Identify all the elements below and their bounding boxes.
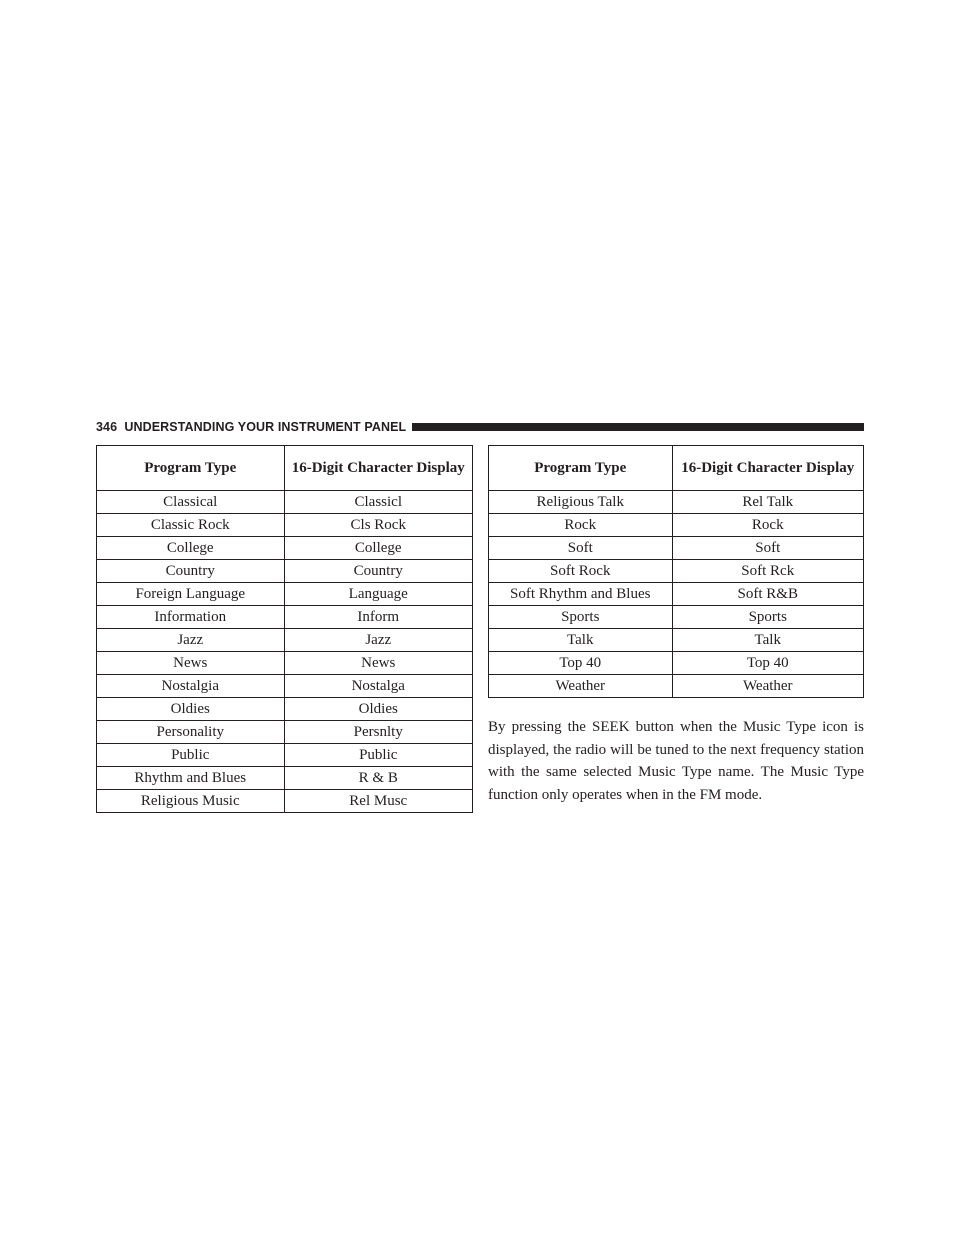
program-type-cell: Classical [97, 491, 285, 514]
table-row [97, 583, 473, 606]
program-type-cell: Foreign Language [97, 583, 285, 606]
display-text-cell: Cls Rock [284, 514, 473, 537]
table-row [489, 606, 864, 629]
display-text-cell: Nostalga [284, 675, 473, 698]
table-row [489, 491, 864, 514]
seek-description-paragraph: By pressing the SEEK button when the Music Type icon is displayed, the radio will be tuned to the next frequency station with the same selected Music Type name. The Music Type function only operates when in the FM mode. [488, 719, 864, 803]
display-text-cell: Persnlty [284, 721, 473, 744]
table-row [97, 767, 473, 790]
program-type-cell: Talk [489, 629, 673, 652]
display-text-cell: News [284, 652, 473, 675]
table-row [489, 675, 864, 698]
program-type-cell: Personality [97, 721, 285, 744]
page-header [96, 418, 864, 436]
display-text-cell: Top 40 [672, 652, 864, 675]
program-type-cell: Soft Rock [489, 560, 673, 583]
program-type-cell: Information [97, 606, 285, 629]
column-header-display: 16-Digit Character Display [284, 446, 473, 491]
program-type-cell: Nostalgia [97, 675, 285, 698]
table-row [97, 698, 473, 721]
table-row [97, 721, 473, 744]
column-header-program-type: Program Type [97, 446, 285, 491]
table-row [489, 652, 864, 675]
display-text-cell: Rel Musc [284, 790, 473, 813]
section-title: UNDERSTANDING YOUR INSTRUMENT PANEL [124, 420, 407, 434]
display-text-cell: Jazz [284, 629, 473, 652]
program-type-cell: Soft [489, 537, 673, 560]
program-type-cell: Weather [489, 675, 673, 698]
display-text-cell: College [284, 537, 473, 560]
program-type-cell: Classic Rock [97, 514, 285, 537]
table-row [97, 652, 473, 675]
display-text-cell: Public [284, 744, 473, 767]
table-row [97, 744, 473, 767]
program-type-table-left [96, 445, 473, 813]
table-row [97, 537, 473, 560]
display-text-cell: Weather [672, 675, 864, 698]
table-row [97, 675, 473, 698]
program-type-table-right [488, 445, 864, 698]
display-text-cell: Rock [672, 514, 864, 537]
page-header-text [96, 420, 406, 434]
column-header-display: 16-Digit Character Display [672, 446, 864, 491]
table-row [97, 629, 473, 652]
program-type-cell: News [97, 652, 285, 675]
program-type-cell: Soft Rhythm and Blues [489, 583, 673, 606]
program-type-cell: Public [97, 744, 285, 767]
display-text-cell: Sports [672, 606, 864, 629]
column-header-program-type: Program Type [489, 446, 673, 491]
table-row [489, 629, 864, 652]
display-text-cell: R & B [284, 767, 473, 790]
table-row [97, 514, 473, 537]
display-text-cell: Soft [672, 537, 864, 560]
program-type-cell: Oldies [97, 698, 285, 721]
table-row [97, 491, 473, 514]
program-type-cell: Country [97, 560, 285, 583]
table-header-row [489, 446, 864, 491]
table-row [489, 537, 864, 560]
table-row [97, 560, 473, 583]
table-row [489, 514, 864, 537]
table-row [97, 790, 473, 813]
display-text-cell: Inform [284, 606, 473, 629]
display-text-cell: Language [284, 583, 473, 606]
program-type-cell: College [97, 537, 285, 560]
table-row [97, 606, 473, 629]
display-text-cell: Talk [672, 629, 864, 652]
display-text-cell: Rel Talk [672, 491, 864, 514]
header-rule [412, 423, 864, 431]
program-type-cell: Top 40 [489, 652, 673, 675]
program-type-cell: Religious Music [97, 790, 285, 813]
program-type-cell: Religious Talk [489, 491, 673, 514]
display-text-cell: Country [284, 560, 473, 583]
table-row [489, 560, 864, 583]
display-text-cell: Oldies [284, 698, 473, 721]
program-type-cell: Rhythm and Blues [97, 767, 285, 790]
program-type-cell: Sports [489, 606, 673, 629]
page-number: 346 [96, 420, 118, 434]
display-text-cell: Soft R&B [672, 583, 864, 606]
program-type-cell: Jazz [97, 629, 285, 652]
program-type-cell: Rock [489, 514, 673, 537]
display-text-cell: Classicl [284, 491, 473, 514]
table-header-row [97, 446, 473, 491]
table-row [489, 583, 864, 606]
display-text-cell: Soft Rck [672, 560, 864, 583]
